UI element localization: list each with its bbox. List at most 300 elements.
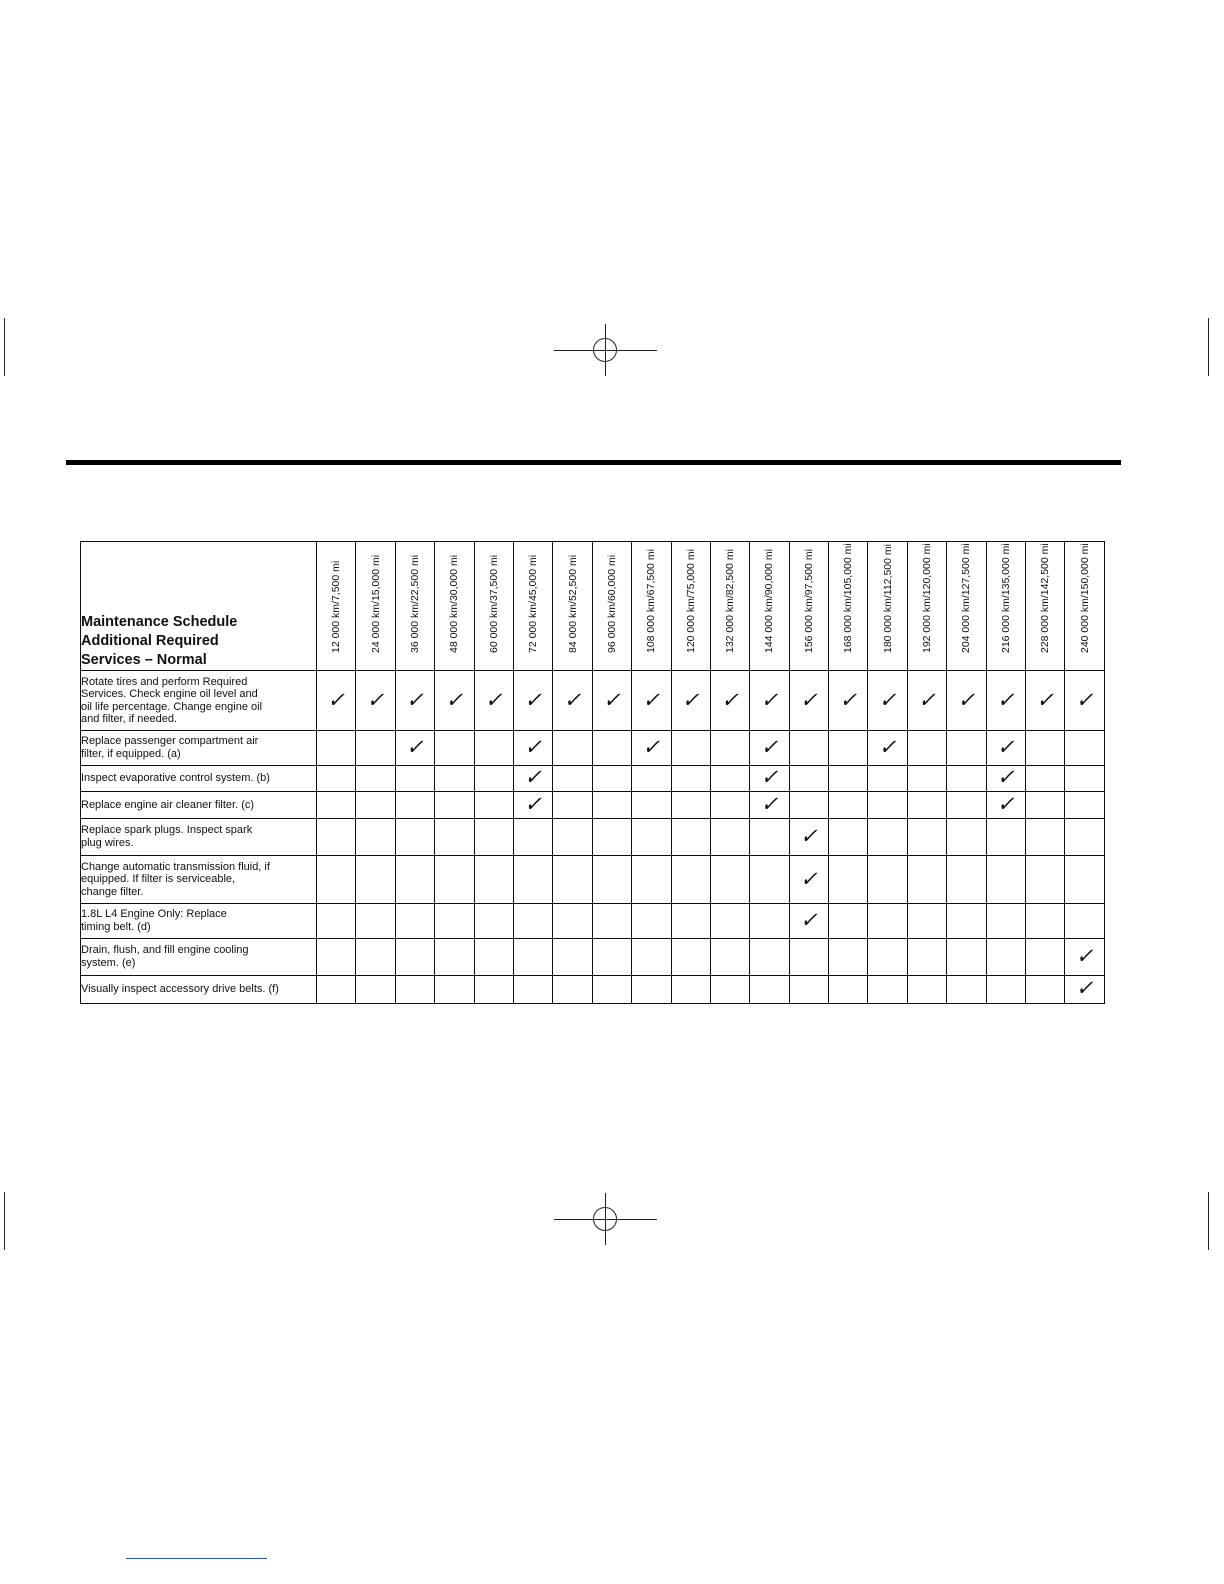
check-icon: ✓ bbox=[327, 687, 345, 712]
schedule-cell bbox=[986, 818, 1025, 855]
schedule-cell bbox=[710, 765, 749, 791]
schedule-cell bbox=[789, 818, 828, 855]
schedule-cell bbox=[592, 765, 631, 791]
schedule-cell bbox=[1026, 904, 1065, 938]
schedule-cell bbox=[553, 975, 592, 1003]
schedule-cell bbox=[1026, 791, 1065, 818]
service-line: Inspect evaporative control system. (b) bbox=[81, 771, 270, 784]
schedule-cell bbox=[789, 856, 828, 904]
interval-label: 228 000 km/142,500 mi bbox=[1039, 543, 1052, 653]
interval-label: 84 000 km/52,500 mi bbox=[566, 554, 579, 653]
schedule-cell bbox=[553, 938, 592, 975]
schedule-cell bbox=[513, 765, 552, 791]
schedule-cell bbox=[317, 765, 356, 791]
interval-label: 216 000 km/135,000 mi bbox=[999, 543, 1012, 653]
service-description bbox=[81, 975, 317, 1003]
schedule-cell bbox=[1065, 904, 1105, 938]
schedule-cell bbox=[317, 975, 356, 1003]
interval-label: 36 000 km/22,500 mi bbox=[408, 554, 421, 653]
service-line: Visually inspect accessory drive belts. (f) bbox=[81, 983, 279, 996]
schedule-cell bbox=[474, 791, 513, 818]
schedule-cell bbox=[632, 671, 671, 731]
schedule-cell bbox=[395, 938, 434, 975]
interval-header bbox=[474, 542, 513, 671]
schedule-cell bbox=[1026, 671, 1065, 731]
schedule-cell bbox=[435, 975, 474, 1003]
schedule-cell bbox=[356, 904, 395, 938]
check-icon: ✓ bbox=[681, 687, 700, 712]
schedule-cell bbox=[907, 818, 946, 855]
service-line: Replace spark plugs. Inspect spark bbox=[81, 824, 253, 837]
check-icon: ✓ bbox=[366, 687, 385, 712]
schedule-cell bbox=[829, 731, 868, 765]
service-line: timing belt. (d) bbox=[81, 920, 151, 933]
check-icon: ✓ bbox=[800, 866, 818, 891]
schedule-cell bbox=[750, 856, 789, 904]
interval-header bbox=[1065, 542, 1105, 671]
schedule-cell bbox=[592, 856, 631, 904]
schedule-cell bbox=[395, 765, 434, 791]
crop-mark-left-bottom bbox=[4, 1192, 5, 1250]
schedule-cell bbox=[829, 938, 868, 975]
schedule-cell bbox=[395, 975, 434, 1003]
schedule-cell bbox=[356, 671, 395, 731]
schedule-cell bbox=[592, 904, 631, 938]
schedule-cell bbox=[435, 818, 474, 855]
interval-header bbox=[395, 542, 434, 671]
schedule-cell bbox=[789, 671, 828, 731]
schedule-cell bbox=[1026, 731, 1065, 765]
check-icon: ✓ bbox=[484, 687, 503, 712]
schedule-cell bbox=[947, 975, 986, 1003]
check-icon: ✓ bbox=[800, 687, 818, 712]
schedule-cell bbox=[986, 791, 1025, 818]
schedule-cell bbox=[395, 818, 434, 855]
check-icon: ✓ bbox=[642, 734, 661, 759]
schedule-cell bbox=[671, 938, 710, 975]
schedule-cell bbox=[710, 818, 749, 855]
interval-label: 204 000 km/127,500 mi bbox=[960, 543, 973, 653]
schedule-cell bbox=[947, 671, 986, 731]
interval-label: 24 000 km/15,000 mi bbox=[369, 554, 382, 653]
schedule-cell bbox=[317, 904, 356, 938]
service-line: Rotate tires and perform Required bbox=[81, 675, 248, 688]
title-line: Maintenance Schedule bbox=[81, 614, 238, 630]
schedule-cell bbox=[1026, 765, 1065, 791]
interval-header bbox=[986, 542, 1025, 671]
check-icon: ✓ bbox=[445, 687, 464, 712]
interval-label: 144 000 km/90,000 mi bbox=[763, 549, 776, 653]
schedule-cell bbox=[513, 671, 552, 731]
schedule-cell bbox=[435, 856, 474, 904]
check-icon: ✓ bbox=[642, 687, 661, 712]
schedule-cell bbox=[1065, 671, 1105, 731]
schedule-cell bbox=[474, 731, 513, 765]
schedule-cell bbox=[356, 765, 395, 791]
schedule-cell bbox=[947, 818, 986, 855]
schedule-cell bbox=[789, 904, 828, 938]
schedule-cell bbox=[1065, 938, 1105, 975]
interval-header bbox=[435, 542, 474, 671]
interval-label: 72 000 km/45,000 mi bbox=[527, 554, 540, 653]
interval-label: 240 000 km/150,000 mi bbox=[1078, 543, 1091, 653]
table-row bbox=[81, 904, 1105, 938]
schedule-cell bbox=[513, 938, 552, 975]
check-icon: ✓ bbox=[997, 791, 1015, 816]
interval-header bbox=[789, 542, 828, 671]
schedule-cell bbox=[829, 671, 868, 731]
schedule-cell bbox=[553, 904, 592, 938]
schedule-cell bbox=[710, 975, 749, 1003]
service-description bbox=[81, 856, 317, 904]
schedule-cell bbox=[395, 671, 434, 731]
service-line: Services. Check engine oil level and bbox=[81, 688, 258, 701]
schedule-cell bbox=[947, 731, 986, 765]
schedule-cell bbox=[474, 856, 513, 904]
service-description bbox=[81, 904, 317, 938]
schedule-cell bbox=[907, 904, 946, 938]
schedule-cell bbox=[829, 791, 868, 818]
schedule-cell bbox=[710, 671, 749, 731]
check-icon: ✓ bbox=[878, 687, 897, 712]
schedule-cell bbox=[513, 818, 552, 855]
service-line: equipped. If filter is serviceable, bbox=[81, 873, 236, 886]
interval-header bbox=[671, 542, 710, 671]
schedule-cell bbox=[986, 938, 1025, 975]
schedule-cell bbox=[553, 856, 592, 904]
check-icon: ✓ bbox=[760, 734, 779, 759]
check-icon: ✓ bbox=[997, 765, 1015, 790]
crop-mark-right-top bbox=[1208, 318, 1209, 376]
schedule-cell bbox=[356, 856, 395, 904]
table-row bbox=[81, 818, 1105, 855]
interval-header bbox=[632, 542, 671, 671]
check-icon: ✓ bbox=[406, 687, 424, 712]
schedule-cell bbox=[789, 731, 828, 765]
service-description bbox=[81, 818, 317, 855]
schedule-cell bbox=[907, 671, 946, 731]
schedule-cell bbox=[947, 904, 986, 938]
schedule-cell bbox=[513, 904, 552, 938]
schedule-cell bbox=[907, 975, 946, 1003]
schedule-cell bbox=[750, 938, 789, 975]
schedule-cell bbox=[947, 856, 986, 904]
check-icon: ✓ bbox=[760, 791, 779, 816]
interval-header bbox=[947, 542, 986, 671]
schedule-cell bbox=[435, 938, 474, 975]
schedule-cell bbox=[907, 731, 946, 765]
schedule-cell bbox=[750, 671, 789, 731]
schedule-cell bbox=[435, 791, 474, 818]
schedule-cell bbox=[395, 904, 434, 938]
interval-header bbox=[356, 542, 395, 671]
service-description bbox=[81, 671, 317, 731]
interval-header bbox=[553, 542, 592, 671]
schedule-cell bbox=[750, 975, 789, 1003]
schedule-cell bbox=[710, 938, 749, 975]
interval-header bbox=[829, 542, 868, 671]
schedule-cell bbox=[356, 791, 395, 818]
footer-underline bbox=[126, 1558, 267, 1559]
schedule-cell bbox=[553, 765, 592, 791]
table-row bbox=[81, 791, 1105, 818]
schedule-cell bbox=[1026, 975, 1065, 1003]
schedule-cell bbox=[868, 731, 907, 765]
schedule-cell bbox=[356, 818, 395, 855]
schedule-cell bbox=[829, 765, 868, 791]
service-line: Replace passenger compartment air bbox=[81, 735, 259, 748]
schedule-cell bbox=[671, 818, 710, 855]
interval-label: 120 000 km/75,000 mi bbox=[684, 549, 697, 653]
schedule-cell bbox=[513, 791, 552, 818]
interval-label: 192 000 km/120,000 mi bbox=[921, 543, 934, 653]
schedule-cell bbox=[474, 975, 513, 1003]
table-row bbox=[81, 938, 1105, 975]
schedule-cell bbox=[868, 671, 907, 731]
schedule-cell bbox=[592, 938, 631, 975]
service-description bbox=[81, 765, 317, 791]
title-line: Additional Required bbox=[81, 633, 219, 649]
interval-label: 156 000 km/97,500 mi bbox=[802, 549, 815, 653]
schedule-cell bbox=[986, 856, 1025, 904]
interval-header bbox=[317, 542, 356, 671]
check-icon: ✓ bbox=[839, 687, 858, 712]
interval-header bbox=[907, 542, 946, 671]
schedule-cell bbox=[632, 975, 671, 1003]
table-row bbox=[81, 731, 1105, 765]
service-line: change filter. bbox=[81, 885, 144, 898]
schedule-cell bbox=[868, 791, 907, 818]
schedule-cell bbox=[356, 975, 395, 1003]
schedule-cell bbox=[907, 791, 946, 818]
schedule-cell bbox=[1026, 818, 1065, 855]
schedule-cell bbox=[592, 975, 631, 1003]
check-icon: ✓ bbox=[997, 687, 1015, 712]
schedule-cell bbox=[789, 938, 828, 975]
schedule-cell bbox=[632, 731, 671, 765]
schedule-cell bbox=[632, 904, 671, 938]
schedule-cell bbox=[592, 731, 631, 765]
schedule-cell bbox=[947, 765, 986, 791]
schedule-cell bbox=[356, 731, 395, 765]
schedule-cell bbox=[632, 818, 671, 855]
check-icon: ✓ bbox=[957, 687, 976, 712]
schedule-cell bbox=[474, 938, 513, 975]
schedule-cell bbox=[947, 791, 986, 818]
schedule-cell bbox=[317, 818, 356, 855]
schedule-cell bbox=[474, 818, 513, 855]
check-icon: ✓ bbox=[524, 734, 542, 759]
schedule-cell bbox=[513, 856, 552, 904]
table-title bbox=[81, 542, 317, 671]
schedule-cell bbox=[632, 856, 671, 904]
schedule-cell bbox=[435, 671, 474, 731]
service-description bbox=[81, 731, 317, 765]
schedule-cell bbox=[750, 904, 789, 938]
check-icon: ✓ bbox=[760, 687, 779, 712]
schedule-cell bbox=[868, 975, 907, 1003]
check-icon: ✓ bbox=[878, 734, 897, 759]
check-icon: ✓ bbox=[524, 791, 542, 816]
schedule-cell bbox=[671, 975, 710, 1003]
schedule-cell bbox=[671, 765, 710, 791]
schedule-cell bbox=[710, 731, 749, 765]
table-row bbox=[81, 856, 1105, 904]
schedule-cell bbox=[632, 765, 671, 791]
schedule-cell bbox=[435, 731, 474, 765]
interval-header bbox=[592, 542, 631, 671]
service-line: oil life percentage. Change engine oil bbox=[81, 700, 263, 713]
check-icon: ✓ bbox=[603, 687, 621, 712]
check-icon: ✓ bbox=[997, 734, 1015, 759]
interval-label: 168 000 km/105,000 mi bbox=[842, 543, 855, 653]
schedule-cell bbox=[553, 731, 592, 765]
schedule-cell bbox=[1065, 975, 1105, 1003]
check-icon: ✓ bbox=[406, 734, 424, 759]
schedule-cell bbox=[1065, 818, 1105, 855]
maintenance-schedule-table bbox=[80, 541, 1105, 1004]
table-row bbox=[81, 975, 1105, 1003]
check-icon: ✓ bbox=[1036, 687, 1055, 712]
schedule-cell bbox=[317, 671, 356, 731]
schedule-cell bbox=[710, 904, 749, 938]
schedule-cell bbox=[671, 731, 710, 765]
interval-label: 180 000 km/112,500 mi bbox=[881, 544, 894, 653]
interval-label: 12 000 km/7,500 mi bbox=[330, 560, 343, 653]
check-icon: ✓ bbox=[760, 765, 779, 790]
service-line: Change automatic transmission fluid, if bbox=[81, 860, 270, 873]
schedule-cell bbox=[986, 975, 1025, 1003]
schedule-cell bbox=[395, 856, 434, 904]
schedule-cell bbox=[907, 938, 946, 975]
service-line: Drain, flush, and fill engine cooling bbox=[81, 944, 249, 957]
service-line: filter, if equipped. (a) bbox=[81, 747, 181, 760]
crop-mark-right-bottom bbox=[1208, 1192, 1209, 1250]
schedule-cell bbox=[553, 791, 592, 818]
check-icon: ✓ bbox=[800, 907, 818, 932]
schedule-cell bbox=[986, 731, 1025, 765]
schedule-cell bbox=[317, 731, 356, 765]
interval-header bbox=[710, 542, 749, 671]
schedule-cell bbox=[829, 818, 868, 855]
title-line: Services – Normal bbox=[81, 652, 207, 668]
schedule-cell bbox=[671, 791, 710, 818]
schedule-cell bbox=[986, 671, 1025, 731]
schedule-cell bbox=[1065, 856, 1105, 904]
schedule-cell bbox=[868, 904, 907, 938]
check-icon: ✓ bbox=[918, 687, 936, 712]
schedule-cell bbox=[356, 938, 395, 975]
schedule-cell bbox=[1065, 731, 1105, 765]
schedule-cell bbox=[592, 671, 631, 731]
schedule-cell bbox=[395, 791, 434, 818]
schedule-cell bbox=[829, 975, 868, 1003]
schedule-cell bbox=[474, 904, 513, 938]
interval-header bbox=[868, 542, 907, 671]
schedule-cell bbox=[671, 904, 710, 938]
schedule-cell bbox=[317, 938, 356, 975]
schedule-cell bbox=[671, 856, 710, 904]
interval-label: 60 000 km/37,500 mi bbox=[487, 554, 500, 653]
schedule-cell bbox=[789, 765, 828, 791]
service-description bbox=[81, 791, 317, 818]
schedule-cell bbox=[592, 818, 631, 855]
check-icon: ✓ bbox=[524, 687, 542, 712]
interval-label: 108 000 km/67,500 mi bbox=[645, 549, 658, 653]
check-icon: ✓ bbox=[1075, 976, 1094, 1001]
check-icon: ✓ bbox=[800, 823, 818, 848]
schedule-cell bbox=[907, 765, 946, 791]
schedule-cell bbox=[750, 791, 789, 818]
interval-label: 132 000 km/82,500 mi bbox=[724, 549, 737, 653]
schedule-cell bbox=[1026, 938, 1065, 975]
schedule-cell bbox=[671, 671, 710, 731]
schedule-cell bbox=[868, 818, 907, 855]
schedule-cell bbox=[947, 938, 986, 975]
interval-header bbox=[1026, 542, 1065, 671]
crop-mark-left-top bbox=[4, 318, 5, 376]
schedule-cell bbox=[789, 975, 828, 1003]
schedule-cell bbox=[317, 856, 356, 904]
interval-header bbox=[513, 542, 552, 671]
schedule-cell bbox=[710, 791, 749, 818]
schedule-cell bbox=[592, 791, 631, 818]
interval-label: 96 000 km/60,000 mi bbox=[605, 554, 618, 653]
schedule-cell bbox=[435, 765, 474, 791]
schedule-cell bbox=[986, 904, 1025, 938]
schedule-cell bbox=[474, 671, 513, 731]
service-description bbox=[81, 938, 317, 975]
schedule-cell bbox=[907, 856, 946, 904]
schedule-cell bbox=[474, 765, 513, 791]
schedule-cell bbox=[750, 731, 789, 765]
schedule-cell bbox=[829, 856, 868, 904]
table-row bbox=[81, 671, 1105, 731]
schedule-cell bbox=[868, 765, 907, 791]
schedule-cell bbox=[632, 791, 671, 818]
table-row bbox=[81, 765, 1105, 791]
schedule-cell bbox=[1065, 791, 1105, 818]
interval-label: 48 000 km/30,000 mi bbox=[448, 554, 461, 653]
schedule-cell bbox=[513, 975, 552, 1003]
check-icon: ✓ bbox=[1075, 943, 1094, 968]
schedule-cell bbox=[1026, 856, 1065, 904]
schedule-cell bbox=[829, 904, 868, 938]
schedule-cell bbox=[868, 856, 907, 904]
schedule-cell bbox=[395, 731, 434, 765]
service-line: 1.8L L4 Engine Only: Replace bbox=[81, 908, 227, 921]
check-icon: ✓ bbox=[721, 687, 739, 712]
schedule-cell bbox=[317, 791, 356, 818]
schedule-cell bbox=[750, 765, 789, 791]
schedule-cell bbox=[632, 938, 671, 975]
schedule-cell bbox=[986, 765, 1025, 791]
check-icon: ✓ bbox=[1075, 687, 1094, 712]
schedule-cell bbox=[553, 671, 592, 731]
header-row bbox=[81, 542, 1105, 671]
check-icon: ✓ bbox=[524, 765, 542, 790]
check-icon: ✓ bbox=[563, 687, 582, 712]
schedule-cell bbox=[553, 818, 592, 855]
schedule-cell bbox=[868, 938, 907, 975]
schedule-cell bbox=[710, 856, 749, 904]
service-line: system. (e) bbox=[81, 956, 136, 969]
interval-header bbox=[750, 542, 789, 671]
service-line: and filter, if needed. bbox=[81, 713, 178, 726]
service-line: plug wires. bbox=[81, 836, 134, 849]
service-line: Replace engine air cleaner filter. (c) bbox=[81, 798, 255, 811]
schedule-cell bbox=[1065, 765, 1105, 791]
